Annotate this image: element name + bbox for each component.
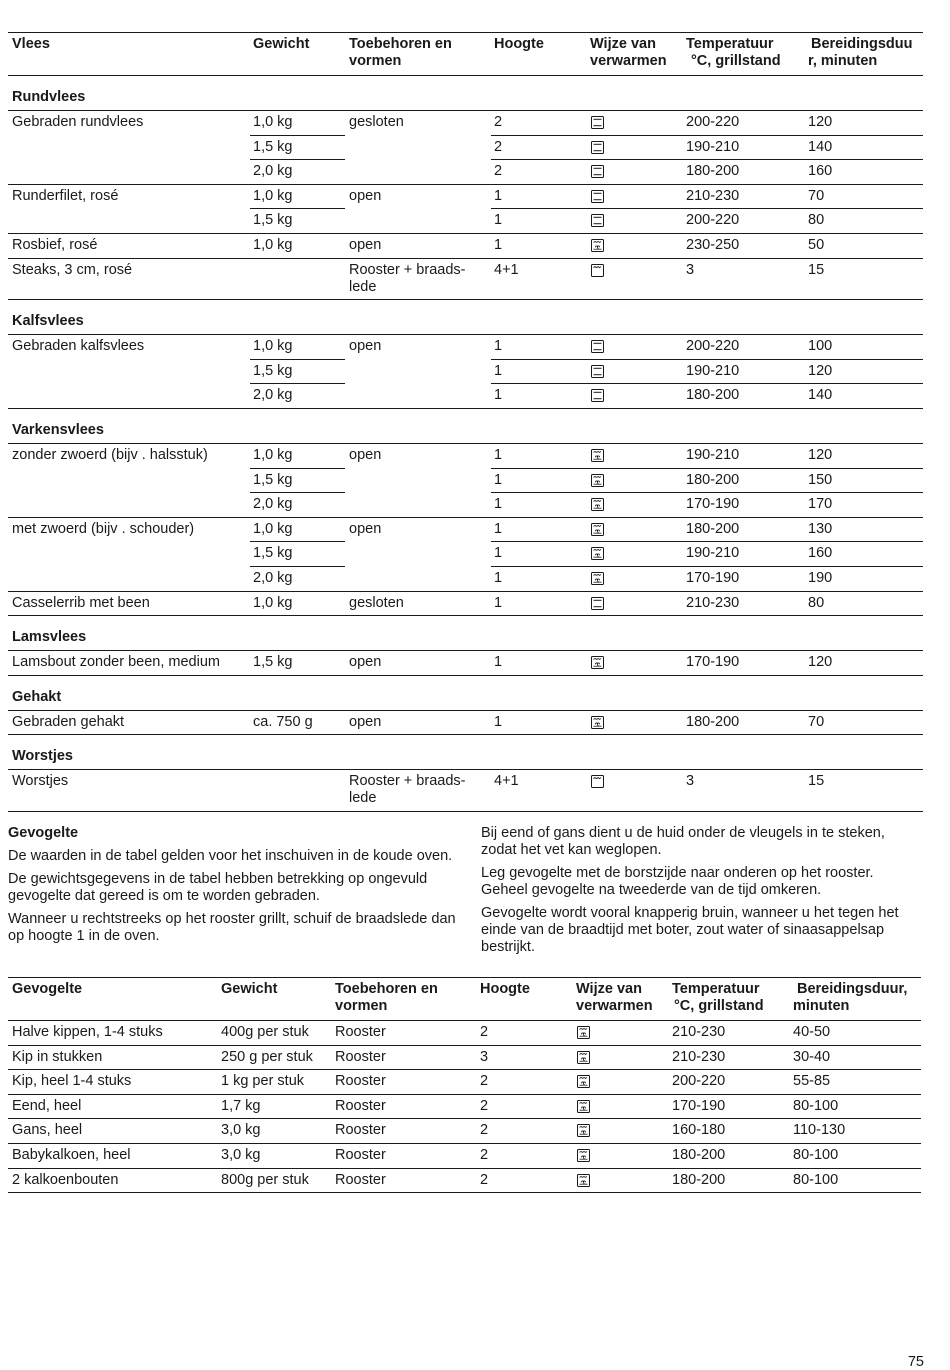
- row-rule: [8, 734, 923, 735]
- accessory-value: Rooster: [335, 1097, 386, 1114]
- temperature-value: 230-250: [686, 237, 740, 253]
- weight-value: 1,5 kg: [253, 212, 293, 229]
- accessory-value: Rooster + braads- lede: [349, 773, 466, 807]
- duration-value: 120: [808, 362, 833, 379]
- row-rule: [491, 468, 923, 469]
- weight-value: 400g per stuk: [221, 1024, 309, 1040]
- section-title: Gehakt: [12, 688, 62, 705]
- row-rule: [8, 675, 923, 676]
- row-rule: [8, 591, 923, 592]
- dish-name: Gans, heel: [12, 1122, 83, 1139]
- height-value: 1: [494, 713, 503, 730]
- page-number: 75: [907, 1354, 924, 1370]
- dish-name: Rosbief, rosé: [12, 237, 98, 253]
- row-rule: [491, 566, 923, 567]
- accessory-value: Rooster: [335, 1171, 386, 1188]
- duration-value: 15: [808, 261, 825, 278]
- section-title: Varkensvlees: [12, 421, 104, 438]
- poultry-heading: Gevogelte: [8, 825, 79, 841]
- dish-name: Babykalkoen, heel: [12, 1147, 131, 1163]
- accessory-value: Rooster: [335, 1024, 386, 1040]
- header-hoogte: Hoogte: [480, 981, 530, 997]
- row-rule: [250, 383, 345, 384]
- duration-value: 80-100: [793, 1147, 839, 1163]
- accessory-value: Rooster: [335, 1122, 386, 1139]
- duration-value: 80-100: [793, 1171, 839, 1188]
- dish-name: Runderfilet, rosé: [12, 187, 119, 204]
- duration-value: 80-100: [793, 1097, 839, 1114]
- row-rule: [250, 135, 345, 136]
- conventional-heat-icon: [591, 141, 604, 154]
- poultry-note: De gewichtsgegevens in de tabel hebben betrekking op ongevuld gevogelte dat gereed is om te worden gebraden.: [8, 871, 428, 904]
- accessory-value: open: [349, 520, 382, 537]
- header-vlees: Vlees: [12, 36, 50, 52]
- height-value: 1: [494, 187, 503, 204]
- temperature-value: 170-190: [686, 496, 740, 513]
- header-wijze: Wijze van verwarmen: [576, 981, 653, 1014]
- poultry-intro-left: [8, 825, 458, 951]
- temperature-value: 190-210: [686, 545, 740, 562]
- section-rule: [8, 710, 923, 711]
- section-title: Lamsvlees: [12, 629, 87, 646]
- duration-value: 110-130: [793, 1122, 846, 1139]
- duration-value: 120: [808, 446, 833, 463]
- height-value: 1: [494, 545, 503, 562]
- row-rule: [8, 1168, 921, 1169]
- header-bereidingsduur: Bereidingsduu r, minuten: [808, 36, 913, 69]
- duration-value: 140: [808, 387, 833, 404]
- height-value: 1: [494, 496, 503, 513]
- temperature-value: 3: [686, 773, 695, 790]
- height-value: 2: [480, 1122, 489, 1139]
- row-rule: [250, 492, 345, 493]
- dish-name: Gebraden gehakt: [12, 713, 125, 730]
- weight-value: ca. 750 g: [253, 713, 313, 730]
- fan-grill-icon: [591, 239, 604, 252]
- header-toebehoren: Toebehoren en vormen: [349, 36, 452, 69]
- section-title: Worstjes: [12, 748, 73, 765]
- section-rule: [8, 110, 923, 111]
- dish-name: Steaks, 3 cm, rosé: [12, 261, 133, 278]
- weight-value: 1,0 kg: [253, 237, 293, 253]
- height-value: 2: [494, 114, 503, 130]
- row-rule: [8, 1094, 921, 1095]
- fan-grill-icon: [577, 1051, 590, 1064]
- poultry-intro-right: [481, 825, 923, 962]
- fan-grill-icon: [591, 474, 604, 487]
- row-rule: [8, 615, 923, 616]
- row-rule: [250, 159, 345, 160]
- duration-value: 140: [808, 138, 833, 155]
- row-rule: [491, 541, 923, 542]
- poultry-note: Wanneer u rechtstreeks op het rooster grillt, schuif de braadslede dan op hoogte 1 in de oven.: [8, 911, 456, 944]
- weight-value: 1,0 kg: [253, 114, 293, 130]
- duration-value: 100: [808, 338, 833, 355]
- weight-value: 3,0 kg: [221, 1122, 261, 1139]
- row-rule: [8, 233, 923, 234]
- temperature-value: 210-230: [686, 594, 740, 611]
- fan-grill-icon: [577, 1149, 590, 1162]
- poultry-note: Gevogelte wordt vooral knapperig bruin, wanneer u het tegen het einde van de braadtijd met boter, zout water of sinaasappelsap bestrijkt.: [481, 905, 899, 955]
- row-rule: [8, 258, 923, 259]
- section-rule: [8, 650, 923, 651]
- row-rule: [8, 517, 923, 518]
- row-rule: [250, 468, 345, 469]
- dish-name: Eend, heel: [12, 1097, 82, 1114]
- accessory-value: open: [349, 237, 382, 253]
- temperature-value: 180-200: [686, 520, 740, 537]
- header-gewicht: Gewicht: [221, 981, 278, 997]
- weight-value: 1,7 kg: [221, 1097, 261, 1114]
- temperature-value: 180-200: [686, 471, 740, 488]
- dish-name: Halve kippen, 1-4 stuks: [12, 1024, 163, 1040]
- conventional-heat-icon: [591, 165, 604, 178]
- height-value: 2: [480, 1097, 489, 1114]
- dish-name: Kip in stukken: [12, 1048, 103, 1065]
- weight-value: 800g per stuk: [221, 1171, 309, 1188]
- header-gewicht: Gewicht: [253, 36, 310, 52]
- height-value: 2: [480, 1171, 489, 1188]
- accessory-value: open: [349, 338, 382, 355]
- height-value: 3: [480, 1048, 489, 1065]
- fan-grill-icon: [577, 1026, 590, 1039]
- height-value: 2: [494, 163, 503, 180]
- height-value: 1: [494, 387, 503, 404]
- header-temperatuur: Temperatuur °C, grillstand: [672, 981, 764, 1014]
- temperature-value: 160-180: [672, 1122, 726, 1139]
- row-rule: [491, 135, 923, 136]
- header-bereidingsduur: Bereidingsduur, minuten: [793, 981, 908, 1014]
- row-rule: [8, 408, 923, 409]
- height-value: 2: [494, 138, 503, 155]
- row-rule: [250, 541, 345, 542]
- temperature-value: 210-230: [672, 1048, 726, 1065]
- dish-name: met zwoerd (bijv . schouder): [12, 520, 195, 537]
- fan-grill-icon: [591, 572, 604, 585]
- weight-value: 1,0 kg: [253, 187, 293, 204]
- weight-value: 2,0 kg: [253, 387, 293, 404]
- weight-value: 2,0 kg: [253, 163, 293, 180]
- weight-value: 1,5 kg: [253, 654, 293, 671]
- header-hoogte: Hoogte: [494, 36, 544, 52]
- duration-value: 55-85: [793, 1073, 831, 1090]
- accessory-value: open: [349, 713, 382, 730]
- header-temperatuur: Temperatuur °C, grillstand: [686, 36, 781, 69]
- row-rule: [250, 566, 345, 567]
- weight-value: 1,5 kg: [253, 138, 293, 155]
- duration-value: 50: [808, 237, 825, 253]
- row-rule: [250, 359, 345, 360]
- conventional-heat-icon: [591, 340, 604, 353]
- duration-value: 150: [808, 471, 833, 488]
- weight-value: 1,0 kg: [253, 520, 293, 537]
- temperature-value: 170-190: [672, 1097, 726, 1114]
- poultry-note: Bij eend of gans dient u de huid onder de vleugels in te steken, zodat het vet kan weglopen.: [481, 825, 885, 858]
- fan-grill-icon: [577, 1100, 590, 1113]
- temperature-value: 200-220: [686, 338, 740, 355]
- header-rule: [8, 75, 923, 76]
- row-rule: [8, 1118, 921, 1119]
- accessory-value: gesloten: [349, 114, 404, 130]
- height-value: 1: [494, 446, 503, 463]
- fan-grill-icon: [591, 523, 604, 536]
- height-value: 2: [480, 1024, 489, 1040]
- header-rule: [8, 1020, 921, 1021]
- temperature-value: 180-200: [686, 713, 740, 730]
- poultry-note: Leg gevogelte met de borstzijde naar onderen op het rooster. Geheel gevogelte na tweederde van de tijd omkeren.: [481, 865, 874, 898]
- dish-name: Casselerrib met been: [12, 594, 150, 611]
- dish-name: 2 kalkoenbouten: [12, 1171, 119, 1188]
- height-value: 1: [494, 471, 503, 488]
- row-rule: [491, 359, 923, 360]
- row-rule: [491, 159, 923, 160]
- row-rule: [491, 492, 923, 493]
- row-rule: [491, 383, 923, 384]
- weight-value: 1,5 kg: [253, 471, 293, 488]
- height-value: 1: [494, 594, 503, 611]
- table-top-rule: [8, 32, 923, 33]
- fan-grill-icon: [591, 716, 604, 729]
- temperature-value: 180-200: [686, 387, 740, 404]
- fan-grill-icon: [577, 1174, 590, 1187]
- weight-value: 1,0 kg: [253, 338, 293, 355]
- duration-value: 30-40: [793, 1048, 831, 1065]
- conventional-heat-icon: [591, 214, 604, 227]
- fan-grill-icon: [577, 1124, 590, 1137]
- dish-name: Worstjes: [12, 773, 69, 790]
- duration-value: 80: [808, 212, 825, 229]
- duration-value: 160: [808, 545, 833, 562]
- row-rule: [8, 1045, 921, 1046]
- height-value: 4+1: [494, 261, 519, 278]
- weight-value: 1,0 kg: [253, 594, 293, 611]
- duration-value: 15: [808, 773, 825, 790]
- weight-value: 2,0 kg: [253, 569, 293, 586]
- section-rule: [8, 334, 923, 335]
- height-value: 1: [494, 520, 503, 537]
- conventional-heat-icon: [591, 597, 604, 610]
- temperature-value: 180-200: [672, 1147, 726, 1163]
- weight-value: 3,0 kg: [221, 1147, 261, 1163]
- accessory-value: gesloten: [349, 594, 404, 611]
- temperature-value: 190-210: [686, 446, 740, 463]
- height-value: 1: [494, 362, 503, 379]
- row-rule: [8, 1192, 921, 1193]
- conventional-heat-icon: [591, 365, 604, 378]
- row-rule: [8, 184, 923, 185]
- weight-value: 2,0 kg: [253, 496, 293, 513]
- duration-value: 70: [808, 713, 825, 730]
- height-value: 1: [494, 654, 503, 671]
- section-title: Rundvlees: [12, 89, 86, 105]
- accessory-value: open: [349, 654, 382, 671]
- accessory-value: Rooster: [335, 1048, 386, 1065]
- fan-grill-icon: [577, 1075, 590, 1088]
- temperature-value: 180-200: [672, 1171, 726, 1188]
- duration-value: 70: [808, 187, 825, 204]
- conventional-heat-icon: [591, 116, 604, 129]
- row-rule: [491, 208, 923, 209]
- accessory-value: open: [349, 446, 382, 463]
- temperature-value: 170-190: [686, 569, 740, 586]
- row-rule: [8, 299, 923, 300]
- row-rule: [8, 811, 923, 812]
- height-value: 1: [494, 212, 503, 229]
- section-rule: [8, 443, 923, 444]
- fan-grill-icon: [591, 656, 604, 669]
- poultry-note: De waarden in de tabel gelden voor het inschuiven in de koude oven.: [8, 848, 453, 864]
- accessory-value: Rooster: [335, 1147, 386, 1163]
- weight-value: 1,5 kg: [253, 545, 293, 562]
- temperature-value: 200-220: [686, 114, 740, 130]
- temperature-value: 200-220: [686, 212, 740, 229]
- header-gevogelte: Gevogelte: [12, 981, 83, 997]
- height-value: 2: [480, 1073, 489, 1090]
- fan-grill-icon: [591, 449, 604, 462]
- dish-name: Kip, heel 1-4 stuks: [12, 1073, 132, 1090]
- conventional-heat-icon: [591, 190, 604, 203]
- duration-value: 170: [808, 496, 833, 513]
- height-value: 1: [494, 338, 503, 355]
- duration-value: 40-50: [793, 1024, 831, 1040]
- weight-value: 250 g per stuk: [221, 1048, 313, 1065]
- row-rule: [250, 208, 345, 209]
- row-rule: [8, 1069, 921, 1070]
- fan-grill-icon: [591, 498, 604, 511]
- duration-value: 120: [808, 114, 833, 130]
- accessory-value: open: [349, 187, 382, 204]
- grill-icon: [591, 264, 604, 277]
- temperature-value: 190-210: [686, 138, 740, 155]
- duration-value: 120: [808, 654, 833, 671]
- temperature-value: 3: [686, 261, 695, 278]
- conventional-heat-icon: [591, 389, 604, 402]
- dish-name: Lamsbout zonder been, medium: [12, 654, 220, 671]
- weight-value: 1 kg per stuk: [221, 1073, 305, 1090]
- temperature-value: 170-190: [686, 654, 740, 671]
- height-value: 1: [494, 569, 503, 586]
- temperature-value: 210-230: [686, 187, 740, 204]
- dish-name: zonder zwoerd (bijv . halsstuk): [12, 446, 208, 463]
- height-value: 1: [494, 237, 503, 253]
- header-toebehoren: Toebehoren en vormen: [335, 981, 438, 1014]
- section-rule: [8, 769, 923, 770]
- height-value: 2: [480, 1147, 489, 1163]
- temperature-value: 180-200: [686, 163, 740, 180]
- weight-value: 1,0 kg: [253, 446, 293, 463]
- temperature-value: 190-210: [686, 362, 740, 379]
- dish-name: Gebraden kalfsvlees: [12, 338, 145, 355]
- duration-value: 130: [808, 520, 833, 537]
- grill-icon: [591, 775, 604, 788]
- accessory-value: Rooster + braads- lede: [349, 261, 466, 295]
- table-top-rule: [8, 977, 921, 978]
- height-value: 4+1: [494, 773, 519, 790]
- weight-value: 1,5 kg: [253, 362, 293, 379]
- duration-value: 160: [808, 163, 833, 180]
- dish-name: Gebraden rundvlees: [12, 114, 144, 130]
- temperature-value: 200-220: [672, 1073, 726, 1090]
- header-wijze: Wijze van verwarmen: [590, 36, 667, 69]
- duration-value: 80: [808, 594, 825, 611]
- fan-grill-icon: [591, 547, 604, 560]
- accessory-value: Rooster: [335, 1073, 386, 1090]
- temperature-value: 210-230: [672, 1024, 726, 1040]
- row-rule: [8, 1143, 921, 1144]
- duration-value: 190: [808, 569, 833, 586]
- section-title: Kalfsvlees: [12, 313, 84, 330]
